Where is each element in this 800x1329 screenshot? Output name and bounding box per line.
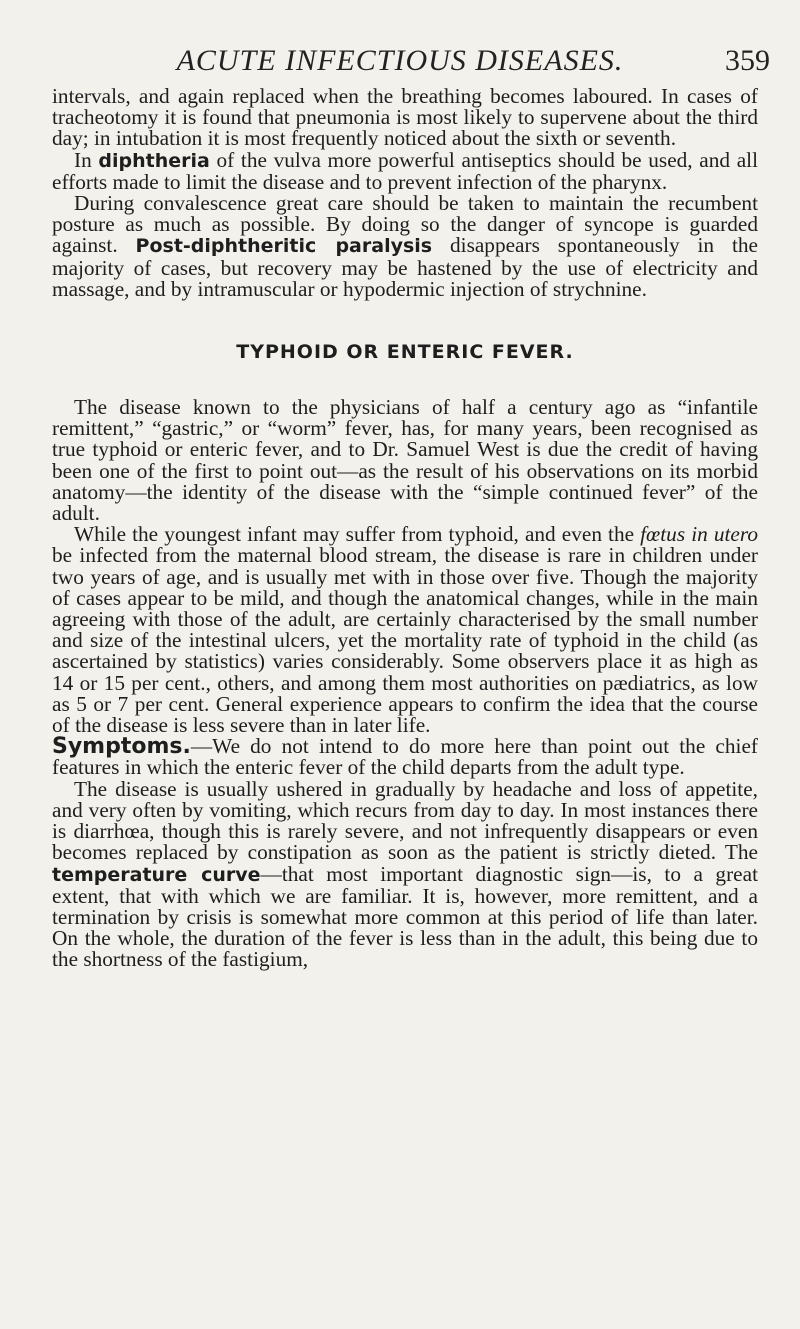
text-run: —We do not intend to do more here than point out the chief features in which the enteric fever of the child departs from the adult type. (52, 734, 758, 780)
paragraph-incidence (52, 524, 758, 736)
text-run: of the vulva more powerful antiseptics should be used, and all efforts made to limit the disease and to prevent infection of the pharynx. (52, 147, 758, 194)
running-head: ACUTE INFECTIOUS DISEASES. (176, 44, 624, 77)
subheading-symptoms: Symptoms. (52, 734, 191, 760)
text-run: disappears spontaneously in the majority of cases, but recovery may be hastened by the use of electricity and massage, and by intramuscular or hypodermic injection of strychnine. (52, 233, 758, 301)
paragraph-onset (52, 776, 758, 972)
term-diphtheria: diphtheria (98, 149, 210, 172)
text-run: The disease is usually ushered in gradually by headache and loss of appetite, and very often by vomiting, which recurs from day to day. In most instances there is diarrhœa, though this is rarely severe, and not infrequently disappears or even becomes replaced by constipation as soon as the patient is strictly dieted. The (52, 776, 758, 865)
paragraph-vulva-diphtheria (52, 147, 758, 194)
paragraph-convalescence (52, 193, 758, 300)
text-run: be infected from the maternal blood stream, the disease is rare in children under two years of age, and is usually met with in those over five. Though the majority of cases appear to be mild, and though the anatomical changes, while in the main agreeing with those of the adult, are certainly characterised by the small number and size of the intestinal ulcers, yet the mortality rate of typhoid in the child (as ascertained by statistics) varies considerably. Some observers place it as high as 14 or 15 per cent., others, and among them most authorities on pædiatrics, as low as 5 or 7 per cent. General experience appears to confirm the idea that the course of the disease is less severe than in later life. (52, 543, 758, 738)
term-post-diphtheritic-paralysis: Post-diphtheritic paralysis (135, 235, 433, 258)
section-heading: TYPHOID OR ENTERIC FEVER. (236, 341, 574, 364)
text-run: During convalescence great care should be taken to maintain the recumbent posture as much as possible. By doing so the danger of syncope is guarded against. (52, 191, 758, 258)
text-run: While the youngest infant may suffer from typhoid, and even the (74, 522, 641, 547)
page-number: 359 (725, 44, 770, 77)
paragraph-history: The disease known to the physicians of half a century ago as “infantile remittent,” “gastric,” or “worm” fever, has, for many years, been recognised as true typhoid or enteric fever, and to Dr. Samuel West is due the credit of having been one of the first to point out—as the result of his observations on its morbid anatomy—the identity of the disease with the “simple continued fever” of the adult. (52, 395, 758, 526)
body-text (52, 86, 758, 971)
italic-foetus-in-utero: fœtus in utero (640, 522, 758, 547)
paragraph-symptoms (52, 736, 758, 778)
term-temperature-curve: temperature curve (52, 863, 261, 886)
text-run: In (74, 147, 99, 172)
page-header (0, 44, 800, 84)
paragraph-continuation: intervals, and again replaced when the breathing becomes laboured. In cases of tracheotomy it is found that pneumonia is most likely to supervene about the third day; in intubation it is most frequently noticed about the sixth or seventh. (52, 84, 758, 151)
text-run: —that most important diagnostic sign—is, to a great extent, that with which we are familiar. It is, however, more remittent, and a termination by crisis is somewhat more common at this period of life than later. On the whole, the duration of the fever is less than in the adult, this being due to the shortness of the fastigium, (52, 861, 758, 972)
